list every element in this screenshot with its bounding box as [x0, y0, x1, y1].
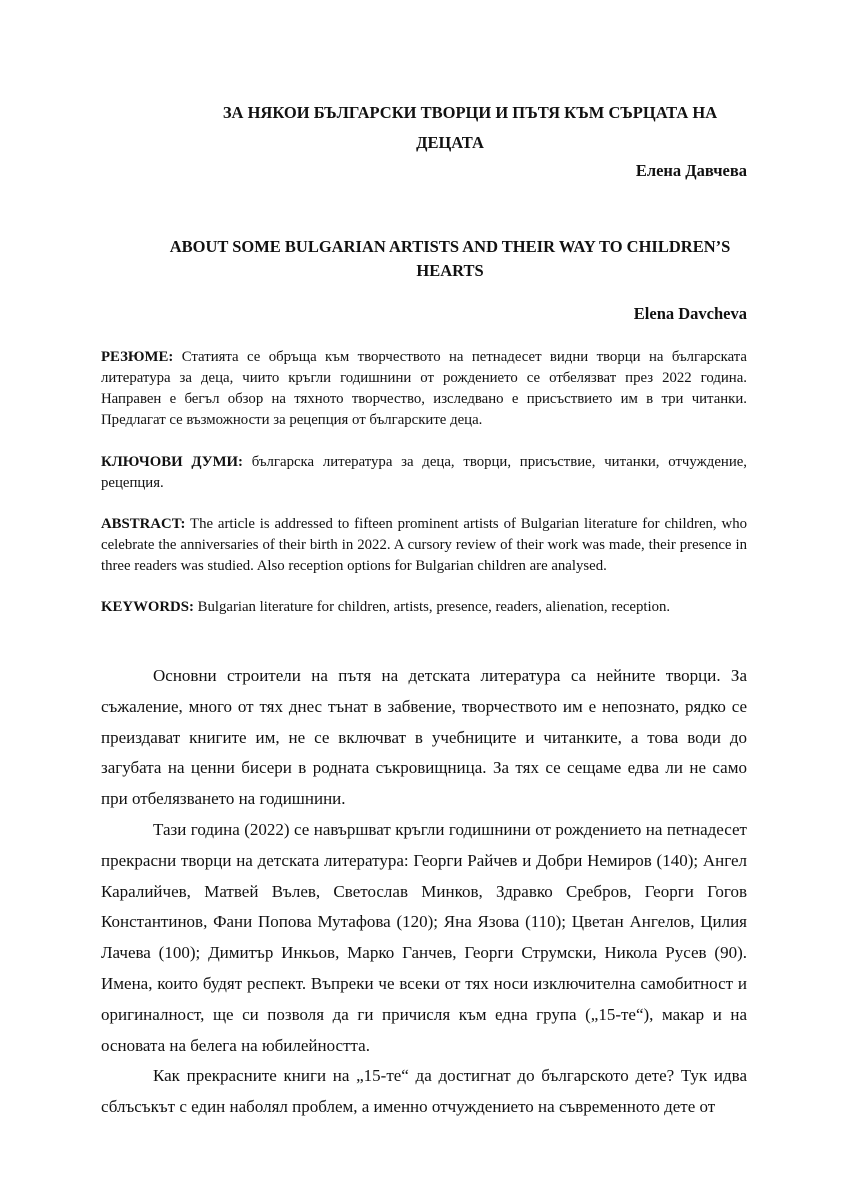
keywords-en-label: KEYWORDS: [101, 599, 194, 615]
keywords-bg [101, 452, 747, 494]
article-body [101, 661, 747, 1123]
body-paragraph-2: Тази година (2022) се навършват кръгли годишнини от рождението на петнадесет прекрасни творци на детската литература: Георги Райчев и Добри Немиров (140); Ангел Каралийчев, Матвей Вълев, Светослав Минков, Здравко Сребров, Георги Гогов Константинов, Фани Попова Мутафова (120); Яна Язова (110); Цветан Ангелов, Цилия Лачева (100); Димитър Инкьов, Марко Ганчев, Георги Струмски, Никола Русев (90). Имена, които будят респект. Въпреки че всеки от тях носи изключителна самобитност и оригиналност, ще си позволя да ги причисля към една група („15-те“), макар и на основата на белега на юбилейността. [101, 819, 747, 1055]
bulgarian-author: Елена Давчева [635, 161, 747, 180]
english-title: ABOUT SOME BULGARIAN ARTISTS AND THEIR WAY TO CHILDREN’S HEARTS [169, 237, 731, 280]
summary-bg [101, 347, 747, 431]
body-paragraph-1: Основни строители на пътя на детската литература са нейните творци. За съжаление, много от тях днес тънат в забвение, творчеството им е непознато, рядко се преиздават книгите им, не се включват в учебниците и читанките, а това води до загубата на ценни бисери в родната съкровищница. За тях се сещаме едва ли не само при отбелязването на годишнини. [101, 666, 747, 809]
bulgarian-title: ЗА НЯКОИ БЪЛГАРСКИ ТВОРЦИ И ПЪТЯ КЪМ СЪРЦАТА НА ДЕЦАТА [222, 103, 718, 152]
keywords-bg-text: българска литература за деца, творци, присъствие, читанки, отчуждение, рецепция. [101, 454, 748, 491]
keywords-bg-label: КЛЮЧОВИ ДУМИ: [101, 454, 243, 470]
summary-text: Статията се обръща към творчеството на петнадесет видни творци на българската литература за деца, чиито кръгли годишнини от рождението се отбелязват през 2022 година. Направен е бегъл обзор на тяхното творчество, изследвано е присъствието им в три читанки. Предлагат се възможности за рецепция от българските деца. [101, 349, 747, 428]
abstract-en [101, 514, 747, 577]
keywords-en [101, 597, 747, 618]
abstract-text: The article is addressed to fifteen prominent artists of Bulgarian literature for children, who celebrate the anniversaries of their birth in 2022. A cursory review of their work was made, their presence in three readers was studied. Also reception options for Bulgarian children are analysed. [101, 516, 747, 574]
keywords-en-text: Bulgarian literature for children, artists, presence, readers, alienation, reception. [193, 599, 671, 615]
summary-label: РЕЗЮМЕ: [101, 349, 174, 365]
abstract-label: ABSTRACT: [101, 516, 186, 532]
english-author: Elena Davcheva [633, 304, 747, 323]
body-paragraph-3: Как прекрасните книги на „15-те“ да достигнат до българското дете? Тук идва сблъсъкът с един наболял проблем, а именно отчуждението на съвременното дете от [101, 1066, 747, 1117]
